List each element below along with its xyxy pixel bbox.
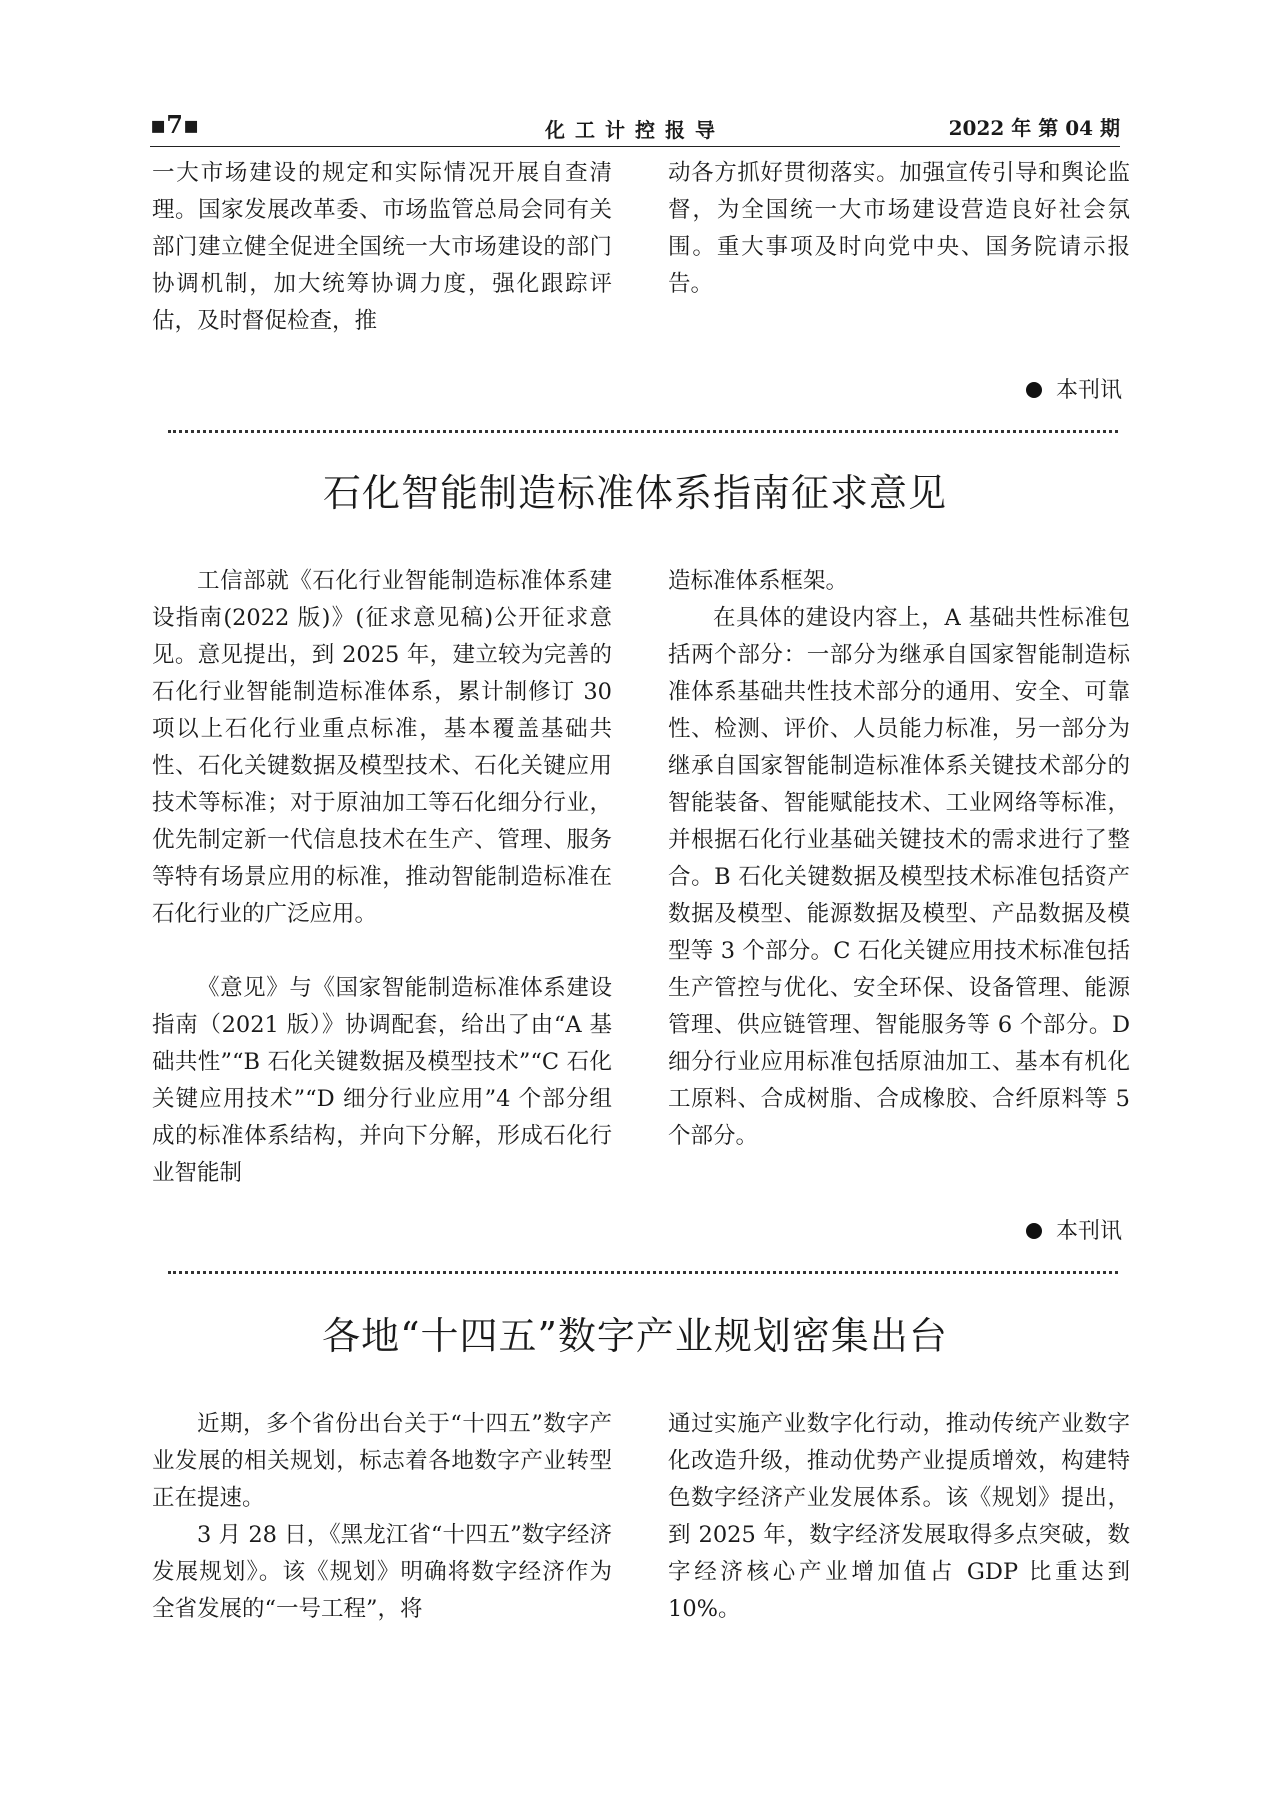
- section-divider: [168, 1271, 1118, 1274]
- page-number: ▪7▪: [150, 110, 200, 139]
- continued-text-right: 动各方抓好贯彻落实。加强宣传引导和舆论监督，为全国统一大市场建设营造良好社会氛围。重大事项及时向党中央、国务院请示报告。: [668, 160, 1130, 297]
- article1-right-p1: 在具体的建设内容上，A 基础共性标准包括两个部分：一部分为继承自国家智能制造标准体系基础共性技术部分的通用、安全、可靠性、检测、评价、人员能力标准，另一部分为继承自国家智能制造标准体系关键技术部分的智能装备、智能赋能技术、工业网络等标准，并根据石化行业基础关键技术的需求进行了整合。B 石化关键数据及模型技术标准包括资产数据及模型、能源数据及模型、产品数据及模型等 3 个部分。C 石化关键应用技术标准包括生产管控与优化、安全环保、设备管理、能源管理、供应链管理、智能服务等 6 个部分。D 细分行业应用标准包括原油加工、基本有机化工原料、合成树脂、合成橡胶、合纤原料等 5 个部分。: [668, 605, 1130, 1149]
- article2-left-p2: 3 月 28 日，《黑龙江省“十四五”数字经济发展规划》。该《规划》明确将数字经济作为全省发展的“一号工程”，将: [152, 1522, 612, 1622]
- article2-left-p1: 近期，多个省份出台关于“十四五”数字产业发展的相关规划，标志着各地数字产业转型正在提速。: [152, 1411, 612, 1511]
- journal-name: 化工计控报导: [545, 118, 725, 142]
- byline-text: 本刊讯: [1055, 1219, 1122, 1244]
- byline-article1: [1026, 1214, 1122, 1245]
- bullet-icon: [1026, 1223, 1042, 1239]
- bullet-icon: [1026, 382, 1042, 398]
- article2-right-p1: 通过实施产业数字化行动，推动传统产业数字化改造升级，推动优势产业提质增效，构建特色数字经济产业发展体系。该《规划》提出，到 2025 年，数字经济发展取得多点突破，数字经济核心产业增加值占 GDP 比重达到 10%。: [668, 1411, 1130, 1622]
- byline-section0: [1026, 373, 1122, 404]
- article1-left-p1: 工信部就《石化行业智能制造标准体系建设指南(2022 版)》(征求意见稿)公开征求意见。意见提出，到 2025 年，建立较为完善的石化行业智能制造标准体系，累计制修订 30 项以上石化行业重点标准，基本覆盖基础共性、石化关键数据及模型技术、石化关键应用技术等标准；对于原油加工等石化细分行业，优先制定新一代信息技术在生产、管理、服务等特有场景应用的标准，推动智能制造标准在石化行业的广泛应用。: [152, 568, 612, 927]
- article2-title: 各地“十四五”数字产业规划密集出台: [322, 1314, 948, 1358]
- page-header: [150, 106, 1120, 147]
- section-divider: [168, 430, 1118, 433]
- continued-text-left: 一大市场建设的规定和实际情况开展自查清理。国家发展改革委、市场监管总局会同有关部门建立健全促进全国统一大市场建设的部门协调机制，加大统筹协调力度，强化跟踪评估，及时督促检查，推: [152, 160, 612, 334]
- article1-right-p0: 造标准体系框架。: [668, 568, 849, 594]
- byline-text: 本刊讯: [1055, 378, 1122, 403]
- article1-left-p2: 《意见》与《国家智能制造标准体系建设指南（2021 版）》协调配套，给出了由“A 基础共性”“B 石化关键数据及模型技术”“C 石化关键应用技术”“D 细分行业应用”4 个部分组成的标准体系结构，并向下分解，形成石化行业智能制: [152, 975, 612, 1186]
- article1-title: 石化智能制造标准体系指南征求意见: [322, 471, 947, 515]
- issue-info: 2022 年 第 04 期: [948, 116, 1120, 140]
